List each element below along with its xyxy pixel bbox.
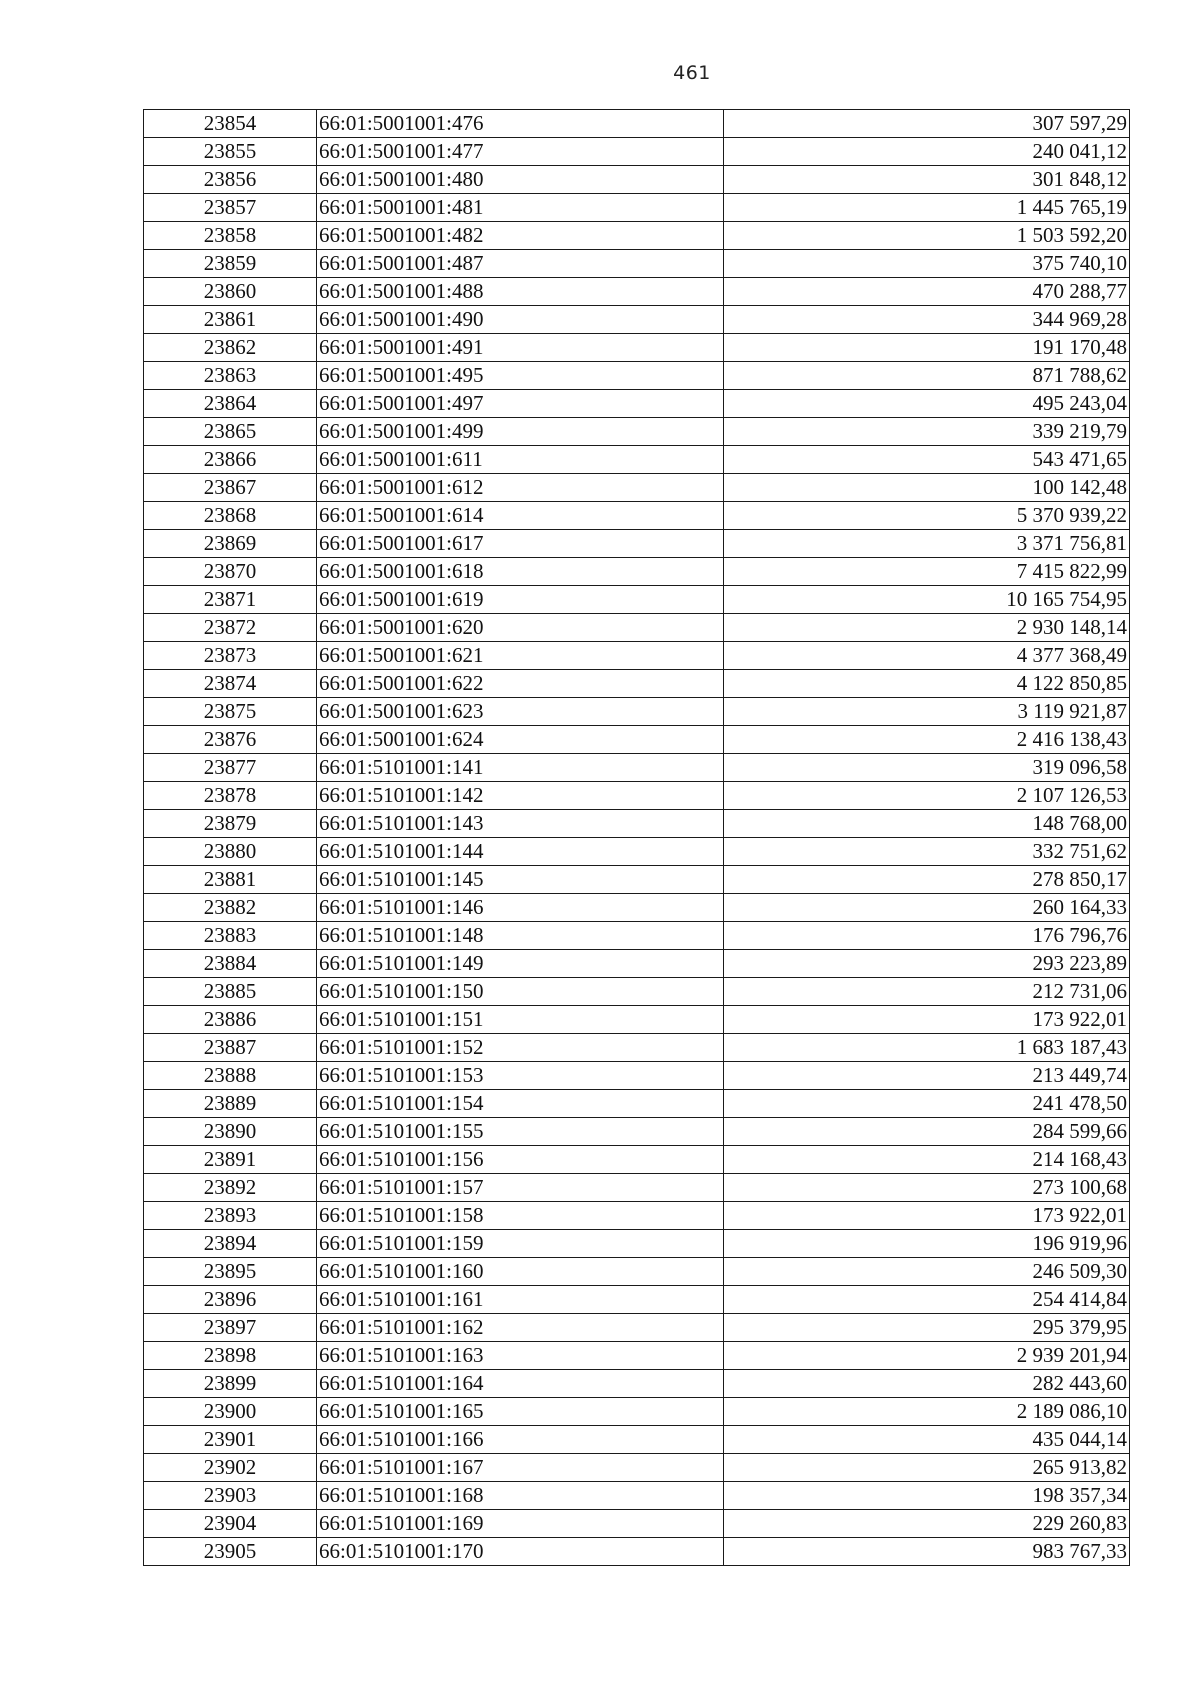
cadastral-number-cell: 66:01:5001001:476 (317, 110, 724, 138)
row-number-cell: 23892 (144, 1174, 317, 1202)
cadastral-value-cell: 301 848,12 (724, 166, 1130, 194)
cadastral-value-cell: 339 219,79 (724, 418, 1130, 446)
cadastral-number-cell: 66:01:5001001:477 (317, 138, 724, 166)
table-row (144, 390, 1130, 418)
table-row (144, 586, 1130, 614)
cadastral-number-cell: 66:01:5001001:619 (317, 586, 724, 614)
cadastral-value-cell: 214 168,43 (724, 1146, 1130, 1174)
row-number-cell: 23877 (144, 754, 317, 782)
table-row (144, 1118, 1130, 1146)
cadastral-number-cell: 66:01:5001001:491 (317, 334, 724, 362)
row-number-cell: 23866 (144, 446, 317, 474)
row-number-cell: 23880 (144, 838, 317, 866)
table-row (144, 642, 1130, 670)
row-number-cell: 23896 (144, 1286, 317, 1314)
cadastral-value-cell: 2 939 201,94 (724, 1342, 1130, 1370)
row-number-cell: 23893 (144, 1202, 317, 1230)
cadastral-number-cell: 66:01:5101001:148 (317, 922, 724, 950)
table-row (144, 838, 1130, 866)
table-row (144, 754, 1130, 782)
row-number-cell: 23858 (144, 222, 317, 250)
row-number-cell: 23881 (144, 866, 317, 894)
cadastral-number-cell: 66:01:5101001:156 (317, 1146, 724, 1174)
page-number: 461 (673, 62, 711, 84)
row-number-cell: 23885 (144, 978, 317, 1006)
table-row (144, 782, 1130, 810)
row-number-cell: 23870 (144, 558, 317, 586)
table-row (144, 138, 1130, 166)
cadastral-number-cell: 66:01:5001001:620 (317, 614, 724, 642)
row-number-cell: 23900 (144, 1398, 317, 1426)
cadastral-value-cell: 295 379,95 (724, 1314, 1130, 1342)
cadastral-number-cell: 66:01:5001001:480 (317, 166, 724, 194)
table-row (144, 1482, 1130, 1510)
cadastral-value-cell: 307 597,29 (724, 110, 1130, 138)
cadastral-number-cell: 66:01:5001001:481 (317, 194, 724, 222)
row-number-cell: 23897 (144, 1314, 317, 1342)
table-row (144, 1062, 1130, 1090)
cadastral-number-cell: 66:01:5001001:614 (317, 502, 724, 530)
row-number-cell: 23895 (144, 1258, 317, 1286)
cadastral-value-cell: 173 922,01 (724, 1006, 1130, 1034)
cadastral-value-cell: 229 260,83 (724, 1510, 1130, 1538)
row-number-cell: 23865 (144, 418, 317, 446)
cadastral-value-cell: 495 243,04 (724, 390, 1130, 418)
cadastral-number-cell: 66:01:5001001:490 (317, 306, 724, 334)
table-row (144, 978, 1130, 1006)
row-number-cell: 23875 (144, 698, 317, 726)
cadastral-value-cell: 10 165 754,95 (724, 586, 1130, 614)
row-number-cell: 23857 (144, 194, 317, 222)
cadastral-number-cell: 66:01:5001001:624 (317, 726, 724, 754)
row-number-cell: 23869 (144, 530, 317, 558)
table-row (144, 698, 1130, 726)
row-number-cell: 23874 (144, 670, 317, 698)
table-row (144, 950, 1130, 978)
table-row (144, 614, 1130, 642)
table-row (144, 306, 1130, 334)
cadastral-number-cell: 66:01:5001001:621 (317, 642, 724, 670)
table-row (144, 1146, 1130, 1174)
table-row (144, 922, 1130, 950)
table-row (144, 1510, 1130, 1538)
cadastral-value-cell: 2 189 086,10 (724, 1398, 1130, 1426)
table-row (144, 278, 1130, 306)
cadastral-number-cell: 66:01:5101001:159 (317, 1230, 724, 1258)
cadastral-value-cell: 983 767,33 (724, 1538, 1130, 1566)
table-row (144, 1342, 1130, 1370)
table-row (144, 1426, 1130, 1454)
row-number-cell: 23891 (144, 1146, 317, 1174)
cadastral-value-cell: 191 170,48 (724, 334, 1130, 362)
row-number-cell: 23859 (144, 250, 317, 278)
table-row (144, 1286, 1130, 1314)
table-row (144, 110, 1130, 138)
table-row (144, 194, 1130, 222)
cadastral-number-cell: 66:01:5101001:161 (317, 1286, 724, 1314)
cadastral-number-cell: 66:01:5001001:618 (317, 558, 724, 586)
row-number-cell: 23867 (144, 474, 317, 502)
cadastral-value-cell: 176 796,76 (724, 922, 1130, 950)
cadastral-value-cell: 375 740,10 (724, 250, 1130, 278)
cadastral-number-cell: 66:01:5101001:168 (317, 1482, 724, 1510)
table-row (144, 1034, 1130, 1062)
cadastral-number-cell: 66:01:5001001:623 (317, 698, 724, 726)
cadastral-number-cell: 66:01:5101001:154 (317, 1090, 724, 1118)
cadastral-number-cell: 66:01:5101001:155 (317, 1118, 724, 1146)
cadastral-number-cell: 66:01:5101001:143 (317, 810, 724, 838)
cadastral-number-cell: 66:01:5101001:144 (317, 838, 724, 866)
table-row (144, 1006, 1130, 1034)
cadastral-value-cell: 100 142,48 (724, 474, 1130, 502)
row-number-cell: 23883 (144, 922, 317, 950)
cadastral-value-cell: 344 969,28 (724, 306, 1130, 334)
table-row (144, 1398, 1130, 1426)
cadastral-number-cell: 66:01:5101001:162 (317, 1314, 724, 1342)
row-number-cell: 23904 (144, 1510, 317, 1538)
cadastral-value-cell: 2 416 138,43 (724, 726, 1130, 754)
cadastral-number-cell: 66:01:5101001:152 (317, 1034, 724, 1062)
cadastral-number-cell: 66:01:5101001:146 (317, 894, 724, 922)
cadastral-number-cell: 66:01:5101001:164 (317, 1370, 724, 1398)
cadastral-value-cell: 254 414,84 (724, 1286, 1130, 1314)
table-row (144, 222, 1130, 250)
cadastral-number-cell: 66:01:5101001:150 (317, 978, 724, 1006)
table-row (144, 558, 1130, 586)
row-number-cell: 23898 (144, 1342, 317, 1370)
cadastral-number-cell: 66:01:5101001:167 (317, 1454, 724, 1482)
cadastral-value-cell: 2 107 126,53 (724, 782, 1130, 810)
table-row (144, 670, 1130, 698)
table-row (144, 166, 1130, 194)
cadastral-number-cell: 66:01:5001001:482 (317, 222, 724, 250)
cadastral-value-cell: 2 930 148,14 (724, 614, 1130, 642)
cadastral-value-cell: 213 449,74 (724, 1062, 1130, 1090)
cadastral-number-cell: 66:01:5101001:163 (317, 1342, 724, 1370)
table-body (144, 110, 1130, 1566)
cadastral-value-cell: 871 788,62 (724, 362, 1130, 390)
cadastral-number-cell: 66:01:5101001:149 (317, 950, 724, 978)
row-number-cell: 23888 (144, 1062, 317, 1090)
cadastral-value-cell: 3 371 756,81 (724, 530, 1130, 558)
table-row (144, 726, 1130, 754)
cadastral-value-table (143, 109, 1130, 1566)
row-number-cell: 23862 (144, 334, 317, 362)
table-row (144, 418, 1130, 446)
table-row (144, 1454, 1130, 1482)
cadastral-number-cell: 66:01:5001001:488 (317, 278, 724, 306)
table-row (144, 810, 1130, 838)
cadastral-number-cell: 66:01:5101001:170 (317, 1538, 724, 1566)
cadastral-number-cell: 66:01:5001001:617 (317, 530, 724, 558)
cadastral-value-cell: 3 119 921,87 (724, 698, 1130, 726)
row-number-cell: 23903 (144, 1482, 317, 1510)
cadastral-number-cell: 66:01:5001001:622 (317, 670, 724, 698)
row-number-cell: 23872 (144, 614, 317, 642)
cadastral-value-cell: 319 096,58 (724, 754, 1130, 782)
row-number-cell: 23894 (144, 1230, 317, 1258)
cadastral-number-cell: 66:01:5101001:151 (317, 1006, 724, 1034)
table-row (144, 502, 1130, 530)
cadastral-value-cell: 282 443,60 (724, 1370, 1130, 1398)
row-number-cell: 23861 (144, 306, 317, 334)
cadastral-value-cell: 260 164,33 (724, 894, 1130, 922)
row-number-cell: 23863 (144, 362, 317, 390)
row-number-cell: 23902 (144, 1454, 317, 1482)
cadastral-value-cell: 4 377 368,49 (724, 642, 1130, 670)
cadastral-value-cell: 246 509,30 (724, 1258, 1130, 1286)
table-row (144, 1174, 1130, 1202)
cadastral-value-cell: 196 919,96 (724, 1230, 1130, 1258)
row-number-cell: 23864 (144, 390, 317, 418)
cadastral-value-cell: 173 922,01 (724, 1202, 1130, 1230)
row-number-cell: 23901 (144, 1426, 317, 1454)
row-number-cell: 23878 (144, 782, 317, 810)
table-row (144, 1090, 1130, 1118)
row-number-cell: 23905 (144, 1538, 317, 1566)
cadastral-number-cell: 66:01:5001001:487 (317, 250, 724, 278)
cadastral-value-cell: 7 415 822,99 (724, 558, 1130, 586)
cadastral-number-cell: 66:01:5101001:153 (317, 1062, 724, 1090)
cadastral-number-cell: 66:01:5101001:160 (317, 1258, 724, 1286)
cadastral-value-cell: 241 478,50 (724, 1090, 1130, 1118)
row-number-cell: 23868 (144, 502, 317, 530)
table-row (144, 866, 1130, 894)
cadastral-number-cell: 66:01:5101001:166 (317, 1426, 724, 1454)
cadastral-value-cell: 148 768,00 (724, 810, 1130, 838)
cadastral-value-cell: 265 913,82 (724, 1454, 1130, 1482)
row-number-cell: 23855 (144, 138, 317, 166)
row-number-cell: 23879 (144, 810, 317, 838)
table-row (144, 894, 1130, 922)
cadastral-number-cell: 66:01:5101001:165 (317, 1398, 724, 1426)
row-number-cell: 23873 (144, 642, 317, 670)
table-row (144, 530, 1130, 558)
row-number-cell: 23887 (144, 1034, 317, 1062)
cadastral-value-cell: 240 041,12 (724, 138, 1130, 166)
cadastral-value-cell: 435 044,14 (724, 1426, 1130, 1454)
cadastral-number-cell: 66:01:5101001:142 (317, 782, 724, 810)
cadastral-number-cell: 66:01:5101001:141 (317, 754, 724, 782)
row-number-cell: 23884 (144, 950, 317, 978)
row-number-cell: 23889 (144, 1090, 317, 1118)
cadastral-value-cell: 198 357,34 (724, 1482, 1130, 1510)
row-number-cell: 23854 (144, 110, 317, 138)
table-row (144, 362, 1130, 390)
cadastral-value-cell: 293 223,89 (724, 950, 1130, 978)
table-row (144, 474, 1130, 502)
cadastral-value-cell: 1 503 592,20 (724, 222, 1130, 250)
cadastral-value-cell: 1 683 187,43 (724, 1034, 1130, 1062)
cadastral-value-cell: 1 445 765,19 (724, 194, 1130, 222)
table-row (144, 1258, 1130, 1286)
table-row (144, 1370, 1130, 1398)
cadastral-value-cell: 273 100,68 (724, 1174, 1130, 1202)
table-row (144, 250, 1130, 278)
table-row (144, 446, 1130, 474)
row-number-cell: 23886 (144, 1006, 317, 1034)
cadastral-number-cell: 66:01:5101001:169 (317, 1510, 724, 1538)
row-number-cell: 23899 (144, 1370, 317, 1398)
table-row (144, 1230, 1130, 1258)
row-number-cell: 23876 (144, 726, 317, 754)
row-number-cell: 23890 (144, 1118, 317, 1146)
row-number-cell: 23856 (144, 166, 317, 194)
cadastral-value-cell: 5 370 939,22 (724, 502, 1130, 530)
cadastral-number-cell: 66:01:5001001:497 (317, 390, 724, 418)
cadastral-number-cell: 66:01:5001001:499 (317, 418, 724, 446)
cadastral-value-cell: 278 850,17 (724, 866, 1130, 894)
table-row (144, 1202, 1130, 1230)
cadastral-value-cell: 4 122 850,85 (724, 670, 1130, 698)
cadastral-number-cell: 66:01:5001001:495 (317, 362, 724, 390)
cadastral-number-cell: 66:01:5001001:612 (317, 474, 724, 502)
cadastral-value-cell: 332 751,62 (724, 838, 1130, 866)
table-row (144, 1314, 1130, 1342)
cadastral-value-cell: 212 731,06 (724, 978, 1130, 1006)
cadastral-value-cell: 543 471,65 (724, 446, 1130, 474)
cadastral-number-cell: 66:01:5101001:158 (317, 1202, 724, 1230)
cadastral-value-cell: 284 599,66 (724, 1118, 1130, 1146)
row-number-cell: 23860 (144, 278, 317, 306)
table-row (144, 1538, 1130, 1566)
row-number-cell: 23882 (144, 894, 317, 922)
cadastral-value-cell: 470 288,77 (724, 278, 1130, 306)
cadastral-number-cell: 66:01:5101001:145 (317, 866, 724, 894)
table-row (144, 334, 1130, 362)
cadastral-number-cell: 66:01:5101001:157 (317, 1174, 724, 1202)
row-number-cell: 23871 (144, 586, 317, 614)
cadastral-number-cell: 66:01:5001001:611 (317, 446, 724, 474)
